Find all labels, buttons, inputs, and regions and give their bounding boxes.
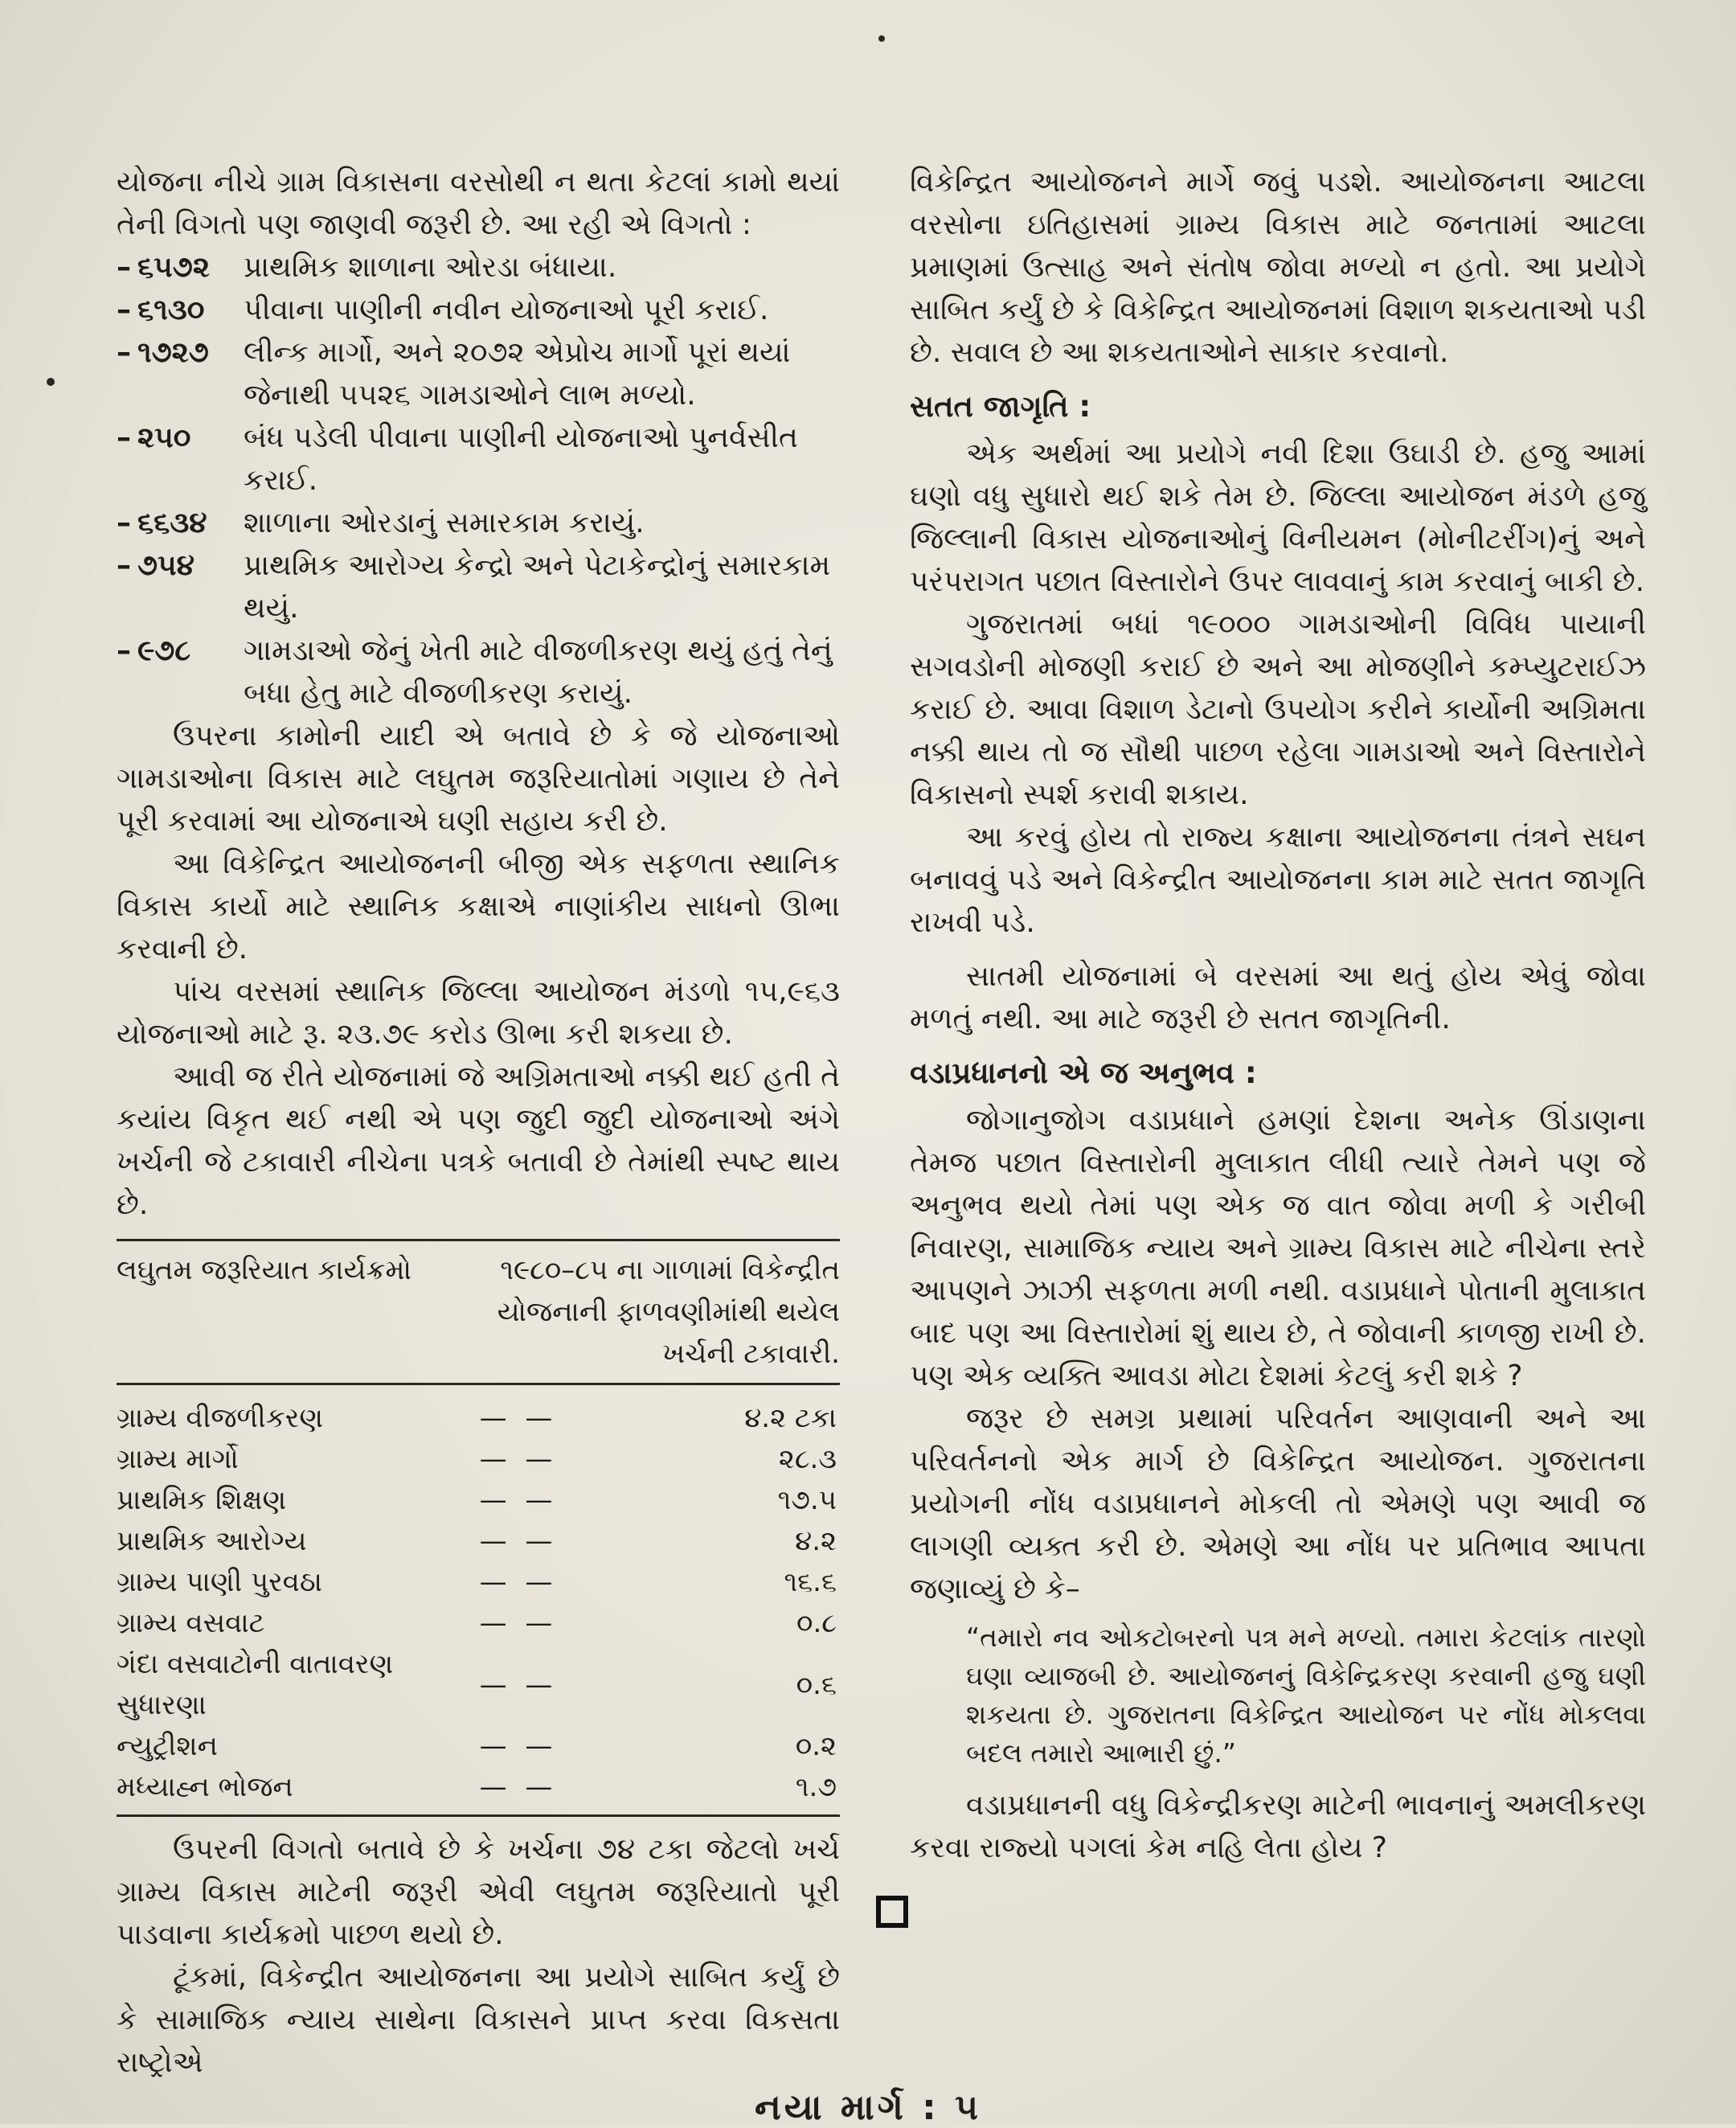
- works-list: [117, 246, 840, 715]
- body-paragraph: સાતમી યોજનામાં બે વરસમાં આ થતું હોય એવું જોવા મળતું નથી. આ માટે જરૂરી છે સતત જાગૃતિની.: [910, 960, 1646, 1035]
- table-row: મધ્યાહ્ન ભોજન — — ૧.૭: [117, 1767, 840, 1816]
- body-paragraph: જોગાનુજોગ વડાપ્રધાને હમણાં દેશના અનેક ઊંડાણના તેમજ પછાત વિસ્તારોની મુલાકાત લીધી ત્યારે તેમને પણ જે અનુભવ થયો તેમાં પણ એક જ વાત જોવા મળી કે ગરીબી નિવારણ, સામાજિક ન્યાય અને ગ્રામ્ય વિકાસ માટે નીચેના સ્તરે આપણને ઝાઝી સફળતા મળી નથી. વડાપ્રધાને પોતાની મુલાકાત બાદ પણ આ વિસ્તારોમાં શું થાય છે, તે જોવાની કાળજી રાખી છે. પણ એક વ્યક્તિ આવડા મોટા દેશમાં કેટલું કરી શકે ?: [910, 1104, 1646, 1392]
- table-row: ગંદા વસવાટોની વાતાવરણ સુધારણા — — ૦.૬: [117, 1648, 837, 1721]
- body-paragraph: ઉપરના કામોની યાદી એ બતાવે છે કે જે યોજનાઓ ગામડાઓના વિકાસ માટે લઘુતમ જરૂરિયાતોમાં ગણાય છે તેને પૂરી કરવામાં આ યોજનાએ ઘણી સહાય કરી છે.: [117, 720, 840, 838]
- body-paragraph: જરૂર છે સમગ્ર પ્રથામાં પરિવર્તન આણવાની અને આ પરિવર્તનનો એક માર્ગ છે વિકેન્દ્રિત આયોજન. ગુજરાતના પ્રયોગની નોંધ વડાપ્રધાનને મોકલી તો એમણે પણ આવી જ લાગણી વ્યક્ત કરી છે. એમણે આ નોંધ પર પ્રતિભાવ આપતા જણાવ્યું છે કે–: [910, 1402, 1646, 1605]
- right-column: [910, 161, 1646, 1869]
- intro-paragraph: યોજના નીચે ગ્રામ વિકાસના વરસોથી ન થતા કેટલાં કામો થયાં તેની વિગતો પણ જાણવી જરૂરી છે. આ રહી એ વિગતો :: [117, 166, 840, 241]
- table-header-percentage: ૧૯૮૦–૮૫ ના ગાળામાં વિકેન્દ્રીત યોજનાની ફાળવણીમાંથી થયેલ ખર્ચની ટકાવારી.: [454, 1240, 840, 1384]
- expenditure-table: [117, 1239, 840, 1817]
- body-paragraph: ટૂંકમાં, વિકેન્દ્રીત આયોજનના આ પ્રયોગે સાબિત કર્યું છે કે સામાજિક ન્યાય સાથેના વિકાસને પ્રાપ્ત કરવા વિકસતા રાષ્ટ્રોએ: [117, 1961, 840, 2079]
- left-column: [117, 161, 840, 2084]
- list-item: – ૭૫૪ પ્રાથમિક આરોગ્ય કેન્દ્રો અને પેટાકેન્દ્રોનું સમારકામ થયું.: [117, 549, 830, 625]
- table-row: ગ્રામ્ય માર્ગો — — ૨૮.૩: [117, 1443, 837, 1475]
- body-paragraph: ઉપરની વિગતો બતાવે છે કે ખર્ચના ૭૪ ટકા જેટલો ખર્ચ ગ્રામ્ય વિકાસ માટેની જરૂરી એવી લઘુતમ જરૂરિયાતો પૂરી પાડવાના કાર્યક્રમો પાછળ થયો છે.: [117, 1833, 840, 1951]
- body-paragraph: આ કરવું હોય તો રાજ્ય કક્ષાના આયોજનના તંત્રને સઘન બનાવવું પડે અને વિકેન્દ્રીત આયોજનના કામ માટે સતત જાગૃતિ રાખવી પડે.: [910, 821, 1646, 939]
- list-item: – ૬૫૭૨ પ્રાથમિક શાળાના ઓરડા બંધાયા.: [117, 251, 617, 284]
- body-paragraph: પાંચ વરસમાં સ્થાનિક જિલ્લા આયોજન મંડળો ૧૫,૯૬૩ યોજનાઓ માટે રૂ. ૨૩.૭૯ કરોડ ઊભા કરી શકયા છે.: [117, 975, 840, 1051]
- table-row: ન્યુટ્રીશન — — ૦.૨: [117, 1730, 837, 1762]
- table-row: પ્રાથમિક આરોગ્ય — — ૪.૨: [117, 1525, 837, 1557]
- list-item: – ૬૧૩૦ પીવાના પાણીની નવીન યોજનાઓ પૂરી કરાઈ.: [117, 293, 769, 326]
- table-header-programs: લઘુતમ જરૂરિયાત કાર્યક્રમો: [117, 1240, 454, 1384]
- dot-mark: [878, 35, 885, 42]
- section-heading: સતત જાગૃતિ :: [910, 389, 1091, 424]
- body-paragraph: આવી જ રીતે યોજનામાં જે અગ્રિમતાઓ નક્કી થઈ હતી તે કયાંય વિકૃત થઈ નથી એ પણ જુદી જુદી યોજનાઓ અંગે ખર્ચની જે ટકાવારી નીચેના પત્રકે બતાવી છે તેમાંથી સ્પષ્ટ થાય છે.: [117, 1060, 840, 1221]
- list-item: – ૬૬૩૪ શાળાના ઓરડાનું સમારકામ કરાયું.: [117, 506, 645, 539]
- dot-mark: [47, 378, 55, 386]
- list-item: – ૯૭૮ ગામડાઓ જેનું ખેતી માટે વીજળીકરણ થયું હતું તેનું બધા હેતુ માટે વીજળીકરણ કરાયું.: [117, 634, 833, 710]
- table-row: પ્રાથમિક શિક્ષણ — — ૧૭.૫: [117, 1484, 837, 1516]
- body-paragraph: આ વિકેન્દ્રિત આયોજનની બીજી એક સફળતા સ્થાનિક વિકાસ કાર્યો માટે સ્થાનિક કક્ષાએ નાણાંકીય સાધનો ઊભા કરવાની છે.: [117, 847, 840, 966]
- body-paragraph: ગુજરાતમાં બધાં ૧૯૦૦૦ ગામડાઓની વિવિધ પાયાની સગવડોની મોજણી કરાઈ છે અને આ મોજણીને કમ્પ્યુટરાઈઝ કરાઈ છે. આવા વિશાળ ડેટાનો ઉપયોગ કરીને કાર્યોની અગ્રિમતા નક્કી થાય તો જ સૌથી પાછળ રહેલા ગામડાઓ અને વિસ્તારોને વિકાસનો સ્પર્શ કરાવી શકાય.: [910, 608, 1646, 811]
- body-paragraph: વિકેન્દ્રિત આયોજનને માર્ગે જવું પડશે. આયોજનના આટલા વરસોના ઇતિહાસમાં ગ્રામ્ય વિકાસ માટે જનતામાં આટલા પ્રમાણમાં ઉત્સાહ અને સંતોષ જોવા મળ્યો ન હતો. આ પ્રયોગે સાબિત કર્યું છે કે વિકેન્દ્રિત આયોજનમાં વિશાળ શકયતાઓ પડી છે. સવાલ છે આ શકયતાઓને સાકાર કરવાનો.: [910, 166, 1646, 369]
- section-heading: વડાપ્રધાનનો એ જ અનુભવ :: [910, 1056, 1257, 1090]
- page-footer: નયા માર્ગ : ૫: [754, 2087, 982, 2128]
- end-mark-box: [876, 1896, 908, 1928]
- list-item: – ૨૫૦ બંધ પડેલી પીવાના પાણીની યોજનાઓ પુનર્વસીત કરાઈ.: [117, 421, 798, 497]
- pm-quote: “તમારો નવ ઓકટોબરનો પત્ર મને મળ્યો. તમારા કેટલાંક તારણો ઘણા વ્યાજબી છે. આયોજનનું વિકેન્દ્રિકરણ કરવાની હજુ ઘણી શકયતા છે. ગુજરાતના વિકેન્દ્રિત આયોજન પર નોંધ મોકલવા બદલ તમારો આભારી છું.”: [966, 1622, 1646, 1769]
- table-row: ગ્રામ્ય વસવાટ — — ૦.૮: [117, 1607, 837, 1639]
- table-row: ગ્રામ્ય વીજળીકરણ — — ૪.૨ ટકા: [117, 1402, 837, 1434]
- body-paragraph: એક અર્થમાં આ પ્રયોગે નવી દિશા ઉઘાડી છે. હજુ આમાં ઘણો વધુ સુધારો થઈ શકે તેમ છે. જિલ્લા આયોજન મંડળે હજુ જિલ્લાની વિકાસ યોજનાઓનું વિનીયમન (મોનીટરીંગ)નું અને પરંપરાગત પછાત વિસ્તારોને ઉપર લાવવાનું કામ કરવાનું બાકી છે.: [910, 437, 1646, 598]
- list-item: – ૧૭૨૭ લીન્ક માર્ગો, અને ૨૦૭૨ એપ્રોચ માર્ગો પૂરાં થયાં જેનાથી ૫૫૨૬ ગામડાઓને લાભ મળ્યો.: [117, 336, 791, 412]
- table-row: ગ્રામ્ય પાણી પુરવઠા — — ૧૬.૬: [117, 1566, 837, 1598]
- body-paragraph: વડાપ્રધાનની વધુ વિકેન્દ્રીકરણ માટેની ભાવનાનું અમલીકરણ કરવા રાજ્યો પગલાં કેમ નહિ લેતા હોય ?: [910, 1789, 1646, 1864]
